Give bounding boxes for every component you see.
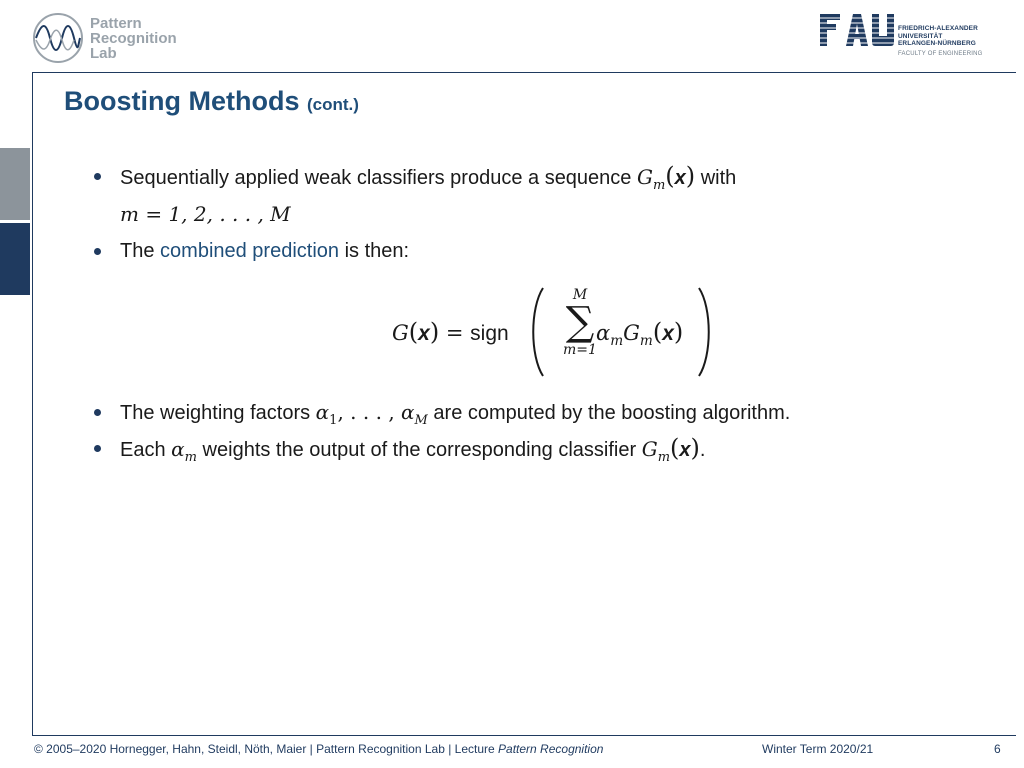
lab-logo [32, 12, 192, 68]
fau-faculty: FACULTY OF ENGINEERING [898, 51, 983, 57]
bullet-item [94, 237, 934, 265]
fau-line3: ERLANGEN-NÜRNBERG [898, 40, 976, 47]
bullet-dot [94, 173, 101, 180]
formula-gm: G [623, 321, 640, 345]
bullet4-x: x [679, 439, 691, 461]
formula-eq: = [439, 321, 471, 345]
bullet4-text-c: . [699, 439, 706, 461]
bullet4-text-a: Each [120, 439, 172, 461]
big-paren-left [528, 286, 546, 378]
lab-logo-text [90, 16, 177, 61]
bullet1-line2: m = 1, 2, . . . , M [120, 202, 291, 226]
side-marker-gray [0, 148, 30, 220]
formula-x: x [418, 322, 430, 345]
side-marker-blue [0, 223, 30, 295]
bullet-dot [94, 445, 101, 452]
paren-open: ( [665, 162, 675, 190]
bullet4-g-sub: m [657, 450, 671, 465]
paren-open: ( [652, 318, 663, 346]
sum-lower-limit: m=1 [563, 342, 597, 358]
fau-mark-icon [820, 12, 896, 48]
bullet2-text-a: The [120, 240, 161, 262]
lab-logo-line3: Lab [90, 45, 117, 62]
sum-symbol: ∑ [565, 299, 595, 345]
bullet3-dots: , . . . , [337, 400, 402, 424]
bullet1-math-x: x [674, 167, 686, 189]
bullet-item [94, 162, 934, 229]
sum-upper-limit: M [572, 287, 588, 303]
paren-close: ) [673, 318, 684, 346]
lab-logo-line2: Recognition [90, 30, 177, 47]
bullet3-text-b: are computed by the boosting algorithm. [427, 402, 791, 424]
formula-summand [596, 318, 683, 349]
big-paren-right [696, 286, 714, 378]
bullet3-alphaM-sub: M [414, 413, 428, 428]
slide-title-suffix: (cont.) [307, 95, 359, 114]
fau-line1: FRIEDRICH-ALEXANDER [898, 25, 978, 32]
slide-title-main: Boosting Methods [64, 86, 300, 116]
bullet3-text-a: The weighting factors [120, 402, 316, 424]
bullet3-alpha1-sub: 1 [329, 413, 338, 428]
formula-gm-sub: m [639, 333, 653, 350]
formula-alpha: α [596, 321, 611, 345]
formula-sign: sign [470, 322, 509, 345]
bullet2-text-b: is then: [339, 240, 410, 262]
bullet1-math-g-sub: m [652, 178, 666, 193]
fau-logo [820, 12, 1000, 62]
lab-logo-line1: Pattern [90, 15, 142, 32]
fau-logo-text [898, 25, 978, 48]
paren-open: ( [408, 318, 419, 346]
footer-term: Winter Term 2020/21 [762, 742, 874, 756]
paren-close: ) [685, 162, 696, 190]
bullet4-g: G [641, 437, 658, 461]
bullet4-alpha-sub: m [184, 450, 197, 465]
bullet1-text-a: Sequentially applied weak classifiers produce a sequence [120, 167, 637, 189]
combined-prediction-formula [392, 288, 732, 378]
formula-gm-x: x [662, 322, 674, 345]
bullet-item [94, 434, 705, 472]
formula-lhs [392, 318, 509, 346]
bullet4-text-b: weights the output of the corresponding classifier [197, 439, 642, 461]
lab-logo-icon [32, 12, 84, 64]
bullet1-math-g: G [636, 165, 653, 189]
paren-close: ) [429, 318, 440, 346]
fau-line2: UNIVERSITÄT [898, 32, 943, 40]
bullet4-alpha: α [171, 437, 185, 461]
paren-close: ) [690, 434, 700, 462]
footer-credits-text: © 2005–2020 Hornegger, Hahn, Steidl, Nöth, Maier | Pattern Recognition Lab | Lecture [34, 742, 499, 756]
paren-open: ( [670, 434, 680, 462]
slide-footer [34, 742, 1014, 762]
bullet2-highlight: combined prediction [160, 240, 340, 262]
bullet3-alphaM: α [401, 400, 415, 424]
bullet-dot [94, 248, 101, 255]
bullet-item [94, 398, 790, 435]
bullet-dot [94, 409, 101, 416]
page-number: 6 [994, 742, 1001, 756]
bullet3-alpha1: α [315, 400, 330, 424]
formula-g: G [392, 321, 409, 345]
bullet1-text-b: with [695, 167, 737, 189]
slide-title [64, 86, 359, 117]
footer-credits [34, 742, 603, 756]
footer-lecture-name: Pattern Recognition [498, 742, 604, 756]
formula-alpha-sub: m [610, 333, 624, 350]
